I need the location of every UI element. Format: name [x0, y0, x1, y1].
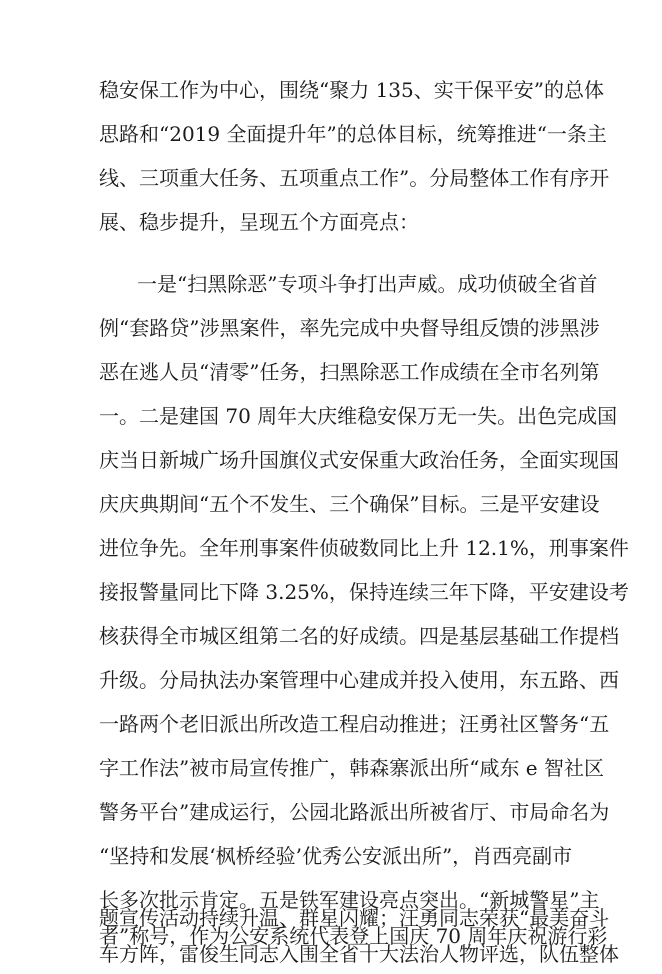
text-line: 展、稳步提升，呈现五个方面亮点： [99, 210, 419, 234]
text-line: 接报警量同比下降 3.25%，保持连续三年下降，平安建设考 [99, 580, 629, 604]
text-line: 一。二是建国 70 周年大庆维稳安保万无一失。出色完成国 [99, 404, 618, 428]
paragraph-first-line: 一是“扫黑除恶”专项斗争打出声威。成功侦破全省首 [137, 272, 598, 296]
text-line: 例“套路贷”涉黑案件，率先完成中央督导组反馈的涉黑涉 [99, 316, 600, 340]
text-line: 庆当日新城广场升国旗仪式安保重大政治任务，全面实现国 [99, 448, 619, 472]
text-line: 一路两个老旧派出所改造工程启动推进；汪勇社区警务“五 [99, 712, 610, 736]
text-line: 稳安保工作为中心，围绕“聚力 135、实干保平安”的总体 [99, 78, 604, 102]
text-line: 核获得全市城区组第二名的好成绩。四是基层基础工作提档 [99, 624, 619, 648]
text-line: 恶在逃人员“清零”任务，扫黑除恶工作成绩在全市名列第 [99, 360, 600, 384]
text-line: 车方阵，雷俊生同志入围全省十大法治人物评选，队伍整体 [99, 942, 619, 966]
text-line: 长多次批示肯定。五是铁军建设亮点突出。“新城警星”主 [99, 888, 600, 912]
text-line: 升级。分局执法办案管理中心建成并投入使用，东五路、西 [99, 668, 619, 692]
text-line: 字工作法”被市局宣传推广，韩森寨派出所“咸东 e 智社区 [99, 756, 604, 780]
text-line: 题宣传活动持续升温、群星闪耀；汪勇同志荣获“最美奋斗 [99, 906, 610, 930]
text-line: “坚持和发展‘枫桥经验’优秀公安派出所”，肖西亮副市 [99, 844, 573, 868]
text-line: 进位争先。全年刑事案件侦破数同比上升 12.1%，刑事案件 [99, 536, 629, 560]
text-line: 线、三项重大任务、五项重点工作”。分局整体工作有序开 [99, 166, 610, 190]
text-line: 思路和“2019 全面提升年”的总体目标，统筹推进“一条主 [99, 122, 607, 146]
text-line: 者”称号，作为公安系统代表登上国庆 70 周年庆祝游行彩 [99, 924, 608, 948]
text-line: 警务平台”建成运行，公园北路派出所被省厅、市局命名为 [99, 800, 610, 824]
text-line: 庆庆典期间“五个不发生、三个确保”目标。三是平安建设 [99, 492, 600, 516]
